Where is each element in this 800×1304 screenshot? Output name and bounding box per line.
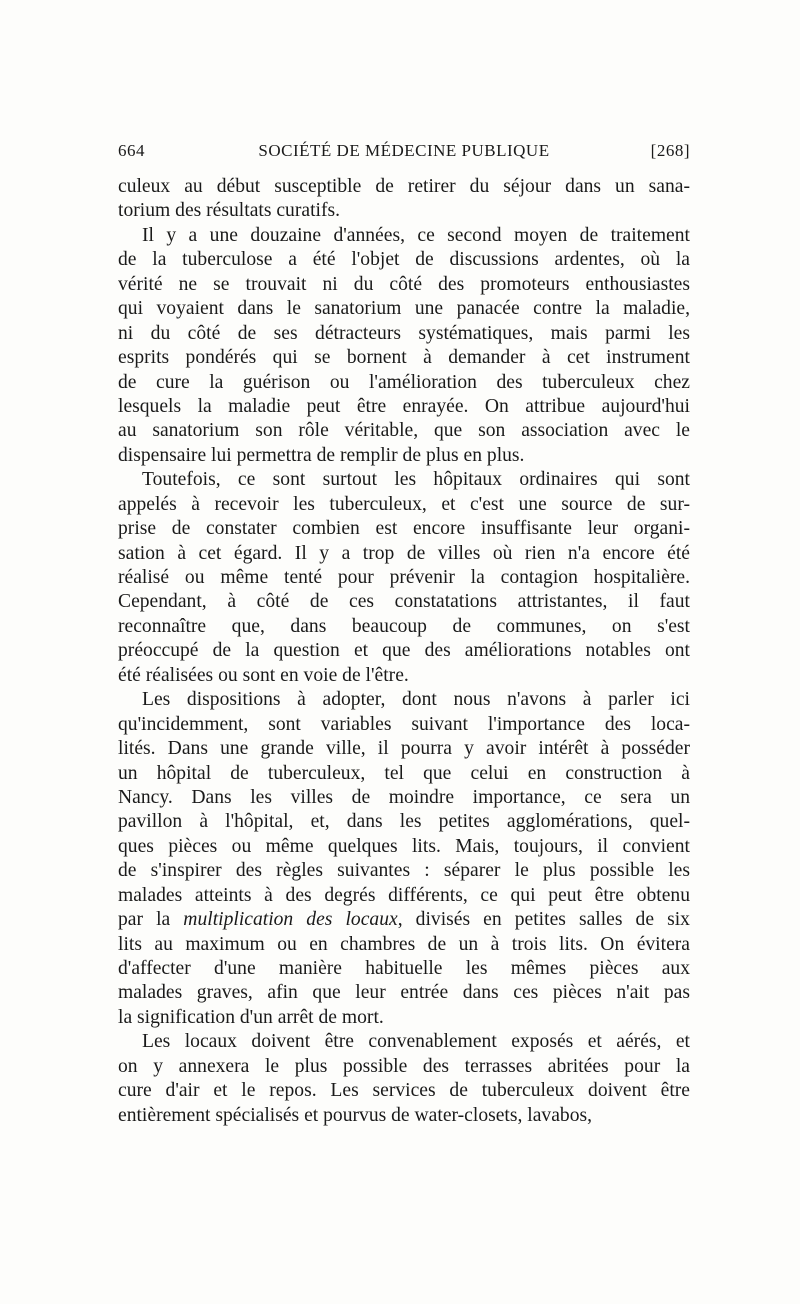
text-line: la signification d'un arrêt de mort. (118, 1006, 384, 1028)
text-line: de cure la guérison ou l'amélioration des tuberculeux chez (118, 371, 690, 393)
paragraph (118, 175, 690, 224)
text-line: de la tuberculose a été l'objet de discussions ardentes, où la (118, 249, 690, 271)
text-line: torium des résultats curatifs. (118, 200, 341, 222)
italic-phrase: multiplication des locaux (183, 909, 398, 931)
paragraph (118, 688, 690, 1030)
running-title: SOCIÉTÉ DE MÉDECINE PUBLIQUE (258, 141, 550, 160)
text-line: Il y a une douzaine d'années, ce second moyen de traitement (142, 224, 690, 246)
bracket-page-number: [268] (650, 141, 690, 160)
text-line: de s'inspirer des règles suivantes : séparer le plus possible les (118, 860, 690, 882)
text-line: qui voyaient dans le sanatorium une panacée contre la maladie, (118, 298, 690, 320)
text-line: préoccupé de la question et que des améliorations notables ont (118, 640, 690, 662)
text-line: culeux au début susceptible de retirer du séjour dans un sana- (118, 176, 690, 197)
text-line: ques pièces ou même quelques lits. Mais, toujours, il convient (118, 835, 690, 857)
text-line: pavillon à l'hôpital, et, dans les petites agglomérations, quel- (118, 811, 690, 833)
text-line: Nancy. Dans les villes de moindre importance, ce sera un (118, 786, 690, 808)
body-text (118, 175, 690, 1128)
text-line: Les locaux doivent être convenablement exposés et aérés, et (142, 1031, 690, 1053)
text-line: prise de constater combien est encore insuffisante leur organi- (118, 518, 690, 540)
text-line: reconnaître que, dans beaucoup de communes, on s'est (118, 615, 690, 637)
paragraph (118, 1030, 690, 1128)
text-line: d'affecter d'une manière habituelle les mêmes pièces aux (118, 958, 690, 979)
text-line: lités. Dans une grande ville, il pourra y avoir intérêt à posséder (118, 738, 690, 760)
text-line: Les dispositions à adopter, dont nous n'avons à parler ici (142, 689, 690, 711)
text-line: Cependant, à côté de ces constatations attristantes, il faut (118, 591, 690, 613)
text-line: par la multiplication des locaux, divisés en petites salles de six (118, 909, 690, 931)
text-line: on y annexera le plus possible des terrasses abritées pour la (118, 1055, 690, 1077)
text-line: vérité ne se trouvait ni du côté des promoteurs enthousiastes (118, 273, 690, 295)
text-line: malades atteints à des degrés différents, ce qui peut être obtenu (118, 884, 690, 906)
text-line: dispensaire lui permettra de remplir de plus en plus. (118, 444, 525, 466)
text-line: au sanatorium son rôle véritable, que son association avec le (118, 420, 690, 442)
text-line: ni du côté de ses détracteurs systématiques, mais parmi les (118, 322, 690, 344)
text-line: lits au maximum ou en chambres de un à trois lits. On évitera (118, 933, 690, 955)
text-line: malades graves, afin que leur entrée dans ces pièces n'ait pas (118, 982, 690, 1004)
text-line: appelés à recevoir les tuberculeux, et c'est une source de sur- (118, 493, 690, 515)
text-line: réalisé ou même tenté pour prévenir la contagion hospitalière. (118, 567, 690, 588)
page-number: 664 (118, 141, 145, 160)
text-line: été réalisées ou sont en voie de l'être. (118, 664, 409, 686)
text-line: un hôpital de tuberculeux, tel que celui en construction à (118, 762, 690, 784)
text-line: lesquels la maladie peut être enrayée. On attribue aujourd'hui (118, 395, 690, 417)
text-line: cure d'air et le repos. Les services de tuberculeux doivent être (118, 1080, 690, 1102)
text-line: qu'incidemment, sont variables suivant l'importance des loca- (118, 713, 690, 735)
running-header (118, 141, 690, 167)
text-line: esprits pondérés qui se bornent à demander à cet instrument (118, 347, 690, 369)
text-line: Toutefois, ce sont surtout les hôpitaux ordinaires qui sont (142, 469, 690, 491)
text-line: sation à cet égard. Il y a trop de villes où rien n'a encore été (118, 542, 690, 564)
paragraph (118, 468, 690, 688)
text-line: entièrement spécialisés et pourvus de water-closets, lavabos, (118, 1104, 593, 1126)
paragraph (118, 224, 690, 468)
